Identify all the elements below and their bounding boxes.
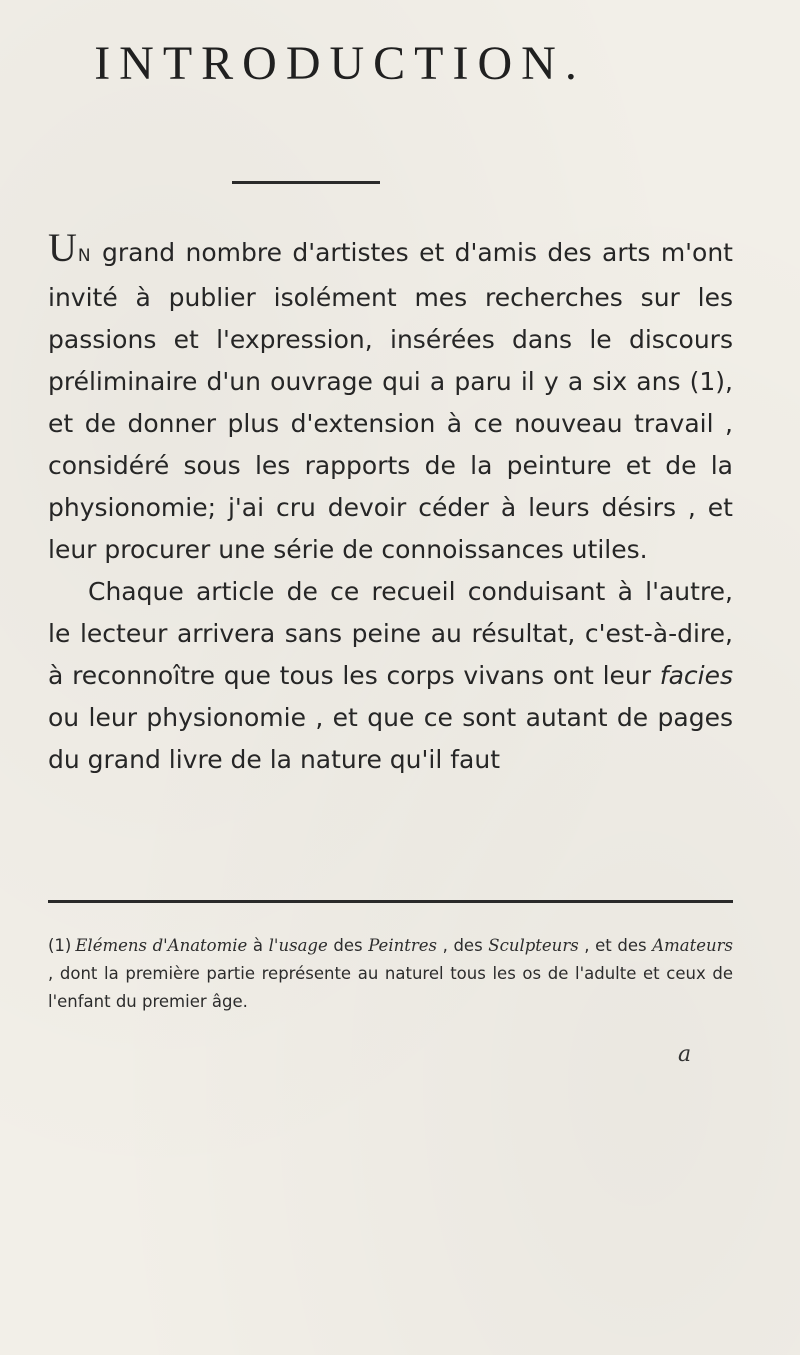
drop-cap: U — [48, 225, 78, 270]
paragraph-2-text-a: Chaque article de ce recueil conduisant à l'autre, le lecteur arrivera sans peine au résultat, c'est-à-dire, à reconnoître que tous les corps vivans ont leur — [48, 577, 733, 690]
page-title: INTRODUCTION. — [94, 37, 586, 90]
footnote-text-5: , dont la première partie représente au naturel tous les os de l'adulte et ceux de l'enfant du premier âge. — [48, 964, 733, 1011]
small-caps: N — [77, 246, 92, 266]
footnote — [48, 932, 733, 1016]
footnote-sculpteurs: Sculpteurs — [488, 936, 579, 955]
paragraph-1-text: grand nombre d'artistes et d'amis des arts m'ont invité à publier isolément mes recherches sur les passions et l'expression, insérées dans le discours préliminaire d'un ouvrage qui a paru il y a six ans (1), et de donner plus d'extension à ce nouveau travail , considéré sous les rapports de la peinture et de la physionomie; j'ai cru devoir céder à leurs désirs , et leur procurer une série de connoissances utiles. — [48, 238, 733, 564]
footnote-title: Elémens d'Anatomie — [75, 936, 248, 955]
signature-mark: a — [678, 1042, 692, 1067]
paragraph-2 — [48, 571, 733, 781]
paragraph-2-text-b: ou leur physionomie , et que ce sont autant de pages du grand livre de la nature qu'il faut — [48, 703, 733, 774]
footnote-number: (1) — [48, 936, 72, 955]
footnote-rule — [48, 900, 733, 903]
footnote-peintres: Peintres — [368, 936, 437, 955]
footnote-text-1: à — [247, 936, 269, 955]
main-text — [48, 225, 733, 781]
footnote-amateurs: Amateurs — [652, 936, 733, 955]
footnote-usage: l'usage — [268, 936, 328, 955]
footnote-text-3: , des — [436, 936, 489, 955]
title-rule — [232, 181, 380, 184]
paragraph-1 — [48, 225, 733, 571]
footnote-text-2: des — [327, 936, 369, 955]
footnote-text-4: , et des — [578, 936, 653, 955]
facies-italic: facies — [659, 661, 733, 690]
